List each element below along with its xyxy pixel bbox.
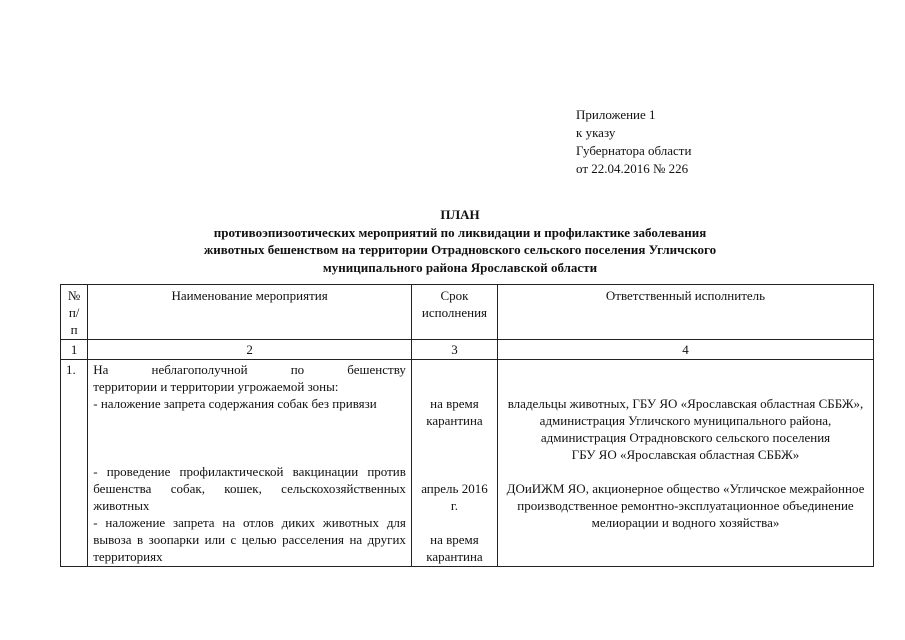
responsible-cell [498,360,874,567]
measure-cell [88,360,412,567]
plan-heading [60,206,860,276]
column-number-row [61,340,874,360]
appendix-block [576,106,876,178]
appendix-line: от 22.04.2016 № 226 [576,161,689,176]
column-number: 4 [498,340,874,360]
spacer [417,514,492,531]
header-term: Срок исполнения [411,285,497,340]
row-number: 1. [61,360,88,567]
plan-table [60,284,874,567]
column-number: 2 [88,340,412,360]
measure-intro: На неблагополучной по бешенству [93,362,406,377]
plan-subtitle-line: животных бешенством на территории Отрадновского сельского поселения Угличского [203,242,717,257]
measure-intro: территории и территории угрожаемой зоны: [93,379,339,394]
plan-subtitle-line: противоэпизоотических мероприятий по ликвидации и профилактике заболевания [213,224,707,240]
plan-subtitle-line: муниципального района Ярославской области [322,259,598,275]
term-value: апрель 2016 г. [421,481,488,513]
spacer [503,463,868,480]
appendix-line: к указу [576,125,616,140]
column-number: 3 [411,340,497,360]
responsible-value: владельцы животных, ГБУ ЯО «Ярославская областная СББЖ», администрация Угличского муниципального района, администрация Отрадновского сельского поселения [507,396,864,445]
header-responsible: Ответственный исполнитель [498,285,874,340]
measure-item: - наложение запрета на отлов диких животных для вывоза в зоопарки или с целью расселения на других территориях [93,515,406,564]
header-name: Наименование мероприятия [88,285,412,340]
term-value: на время карантина [426,532,483,564]
table-row [61,360,874,567]
measure-item: - проведение профилактической вакцинации против бешенства собак, кошек, сельскохозяйственных животных [93,464,406,513]
column-number: 1 [61,340,88,360]
spacer [417,429,492,480]
spacer [417,361,492,395]
responsible-value: ДОиИЖМ ЯО, акционерное общество «Угличское межрайонное производственное ремонтно-эксплуатационное объединение мелиорации и водного хозяйства» [506,481,865,530]
table-header-row [61,285,874,340]
spacer [93,412,406,463]
header-num: № п/п [61,285,88,340]
measure-item: - наложение запрета содержания собак без привязи [93,396,377,411]
responsible-value: ГБУ ЯО «Ярославская областная СББЖ» [571,447,800,462]
term-value: на время карантина [426,396,483,428]
appendix-line: Губернатора области [576,143,692,158]
term-cell [411,360,497,567]
spacer [503,361,868,395]
appendix-line: Приложение 1 [576,107,656,122]
plan-title: ПЛАН [440,207,480,222]
